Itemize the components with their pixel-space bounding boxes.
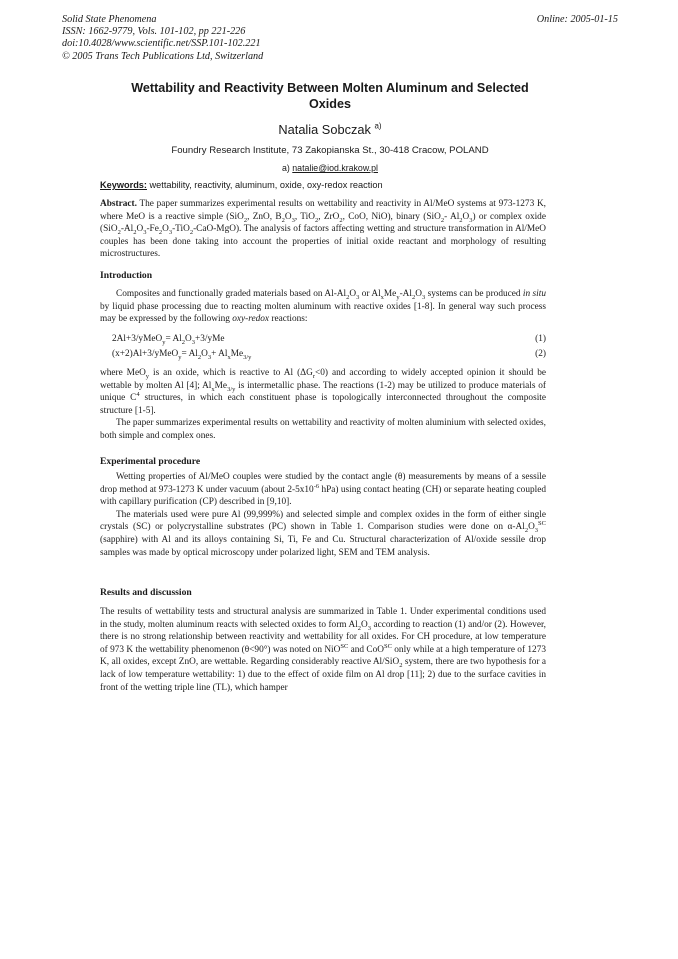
experimental-text: Wetting properties of Al/MeO couples were studied by the contact angle (θ) measurements by means of a sessile drop method at 973-1273 K under vacuum (about $2-5x10^{-6}$ hPa) using contact heating (CH) or separate heating coupled with capillary purification (CP) described in [9,10]. The materials used were pure Al (99,999%) and selected simple and complex oxides in the form of either single crystals (SC) or polycrystalline substrates (PC) shown in Table 1. Comparison studies were done on $\alpha-Al_2O_3^{SC}$ (sapphire) with Al and its alloys containing Si, Ti, Fe and Cu. Structural characterization of Al/oxide sessile drop samples was made by optical microscopy under polarized light, SEM and TEM analysis. bbox=[100, 472, 546, 558]
abstract-label: Abstract. bbox=[100, 199, 137, 209]
email-line bbox=[90, 163, 570, 173]
keywords bbox=[100, 180, 550, 190]
doi-line: doi:10.4028/www.scientific.net/SSP.101-102.221 bbox=[62, 38, 261, 50]
affiliation: Foundry Research Institute, 73 Zakopianska St., 30-418 Cracow, POLAND bbox=[171, 145, 489, 156]
paper-title: Wettability and Reactivity Between Molten Aluminum and Selected Oxides bbox=[131, 81, 529, 111]
heading-introduction: Introduction bbox=[100, 270, 153, 281]
heading-experimental: Experimental procedure bbox=[100, 456, 201, 467]
online-date: Online: 2005-01-15 bbox=[536, 14, 618, 25]
equation-1: 2Al+3/yMeO$_y$= $Al_2O_3+3$/yMe (1) bbox=[112, 334, 546, 346]
author-name: Natalia Sobczak bbox=[278, 122, 371, 137]
results-text: The results of wettability tests and structural analysis are summarized in Table 1. Under experimental conditions used in the study, molten aluminum reacts with selected oxides to form $Al_2O_3$ according to reaction (1) and/or (2). However, there is no strong relationship between reactivity and wettability for all oxides. For CH procedure, at low temperature of 973 K the wettability phenomenon (θ<90°) was noted on NiO$^{SC}$ and CoO$^{SC}$ only while at a high temperature of 1273 K, all oxides, except ZnO, are wettable. Regarding considerably reactive Al/SiO$_2$ system, there are two hypothesis for a lack of low temperature wettability: 1) due to the effect of oxide film on Al drop [11]; 2) due to the surface cavities in front of the wetting triple line (TL), which hamper bbox=[100, 607, 547, 693]
copyright-line: © 2005 Trans Tech Publications Ltd, Switzerland bbox=[62, 50, 264, 62]
abstract: Abstract. The paper summarizes experimental results on wettability and reactivity in Al/MeO systems at 973-1273 K, where MeO is a reactive simple (SiO$_2$, ZnO, $B_2O_3$, TiO$_2$, ZrO$_2$, CoO, NiO), binary (SiO$_2$- $Al_2O_3$) or complex oxide $(SiO_2-Al_2O_3-Fe_2O_3-TiO_2-CaO-MgO)$. The analysis of factors affecting wetting and structure transformation in Al/MeO couples has been done taking into account the properties of initial oxide reactant and morphology of resulting microstructures. bbox=[100, 199, 546, 260]
email-mark: a) bbox=[282, 163, 290, 173]
keywords-text: wettability, reactivity, aluminum, oxide, oxy-redox reaction bbox=[149, 180, 383, 190]
issn-line: ISSN: 1662-9779, Vols. 101-102, pp 221-226 bbox=[62, 26, 246, 38]
equation-1-number: (1) bbox=[535, 334, 546, 344]
email-link[interactable]: natalie@iod.krakow.pl bbox=[292, 163, 378, 173]
heading-results: Results and discussion bbox=[100, 587, 192, 598]
introduction-para2: where MeO$_y$ is an oxide, which is reactive to Al $(\Delta G_r<0)$ and according to widely accepted opinion it should be wettable by molten Al [4]; $Al_xMe_{3/y}$ is intermetallic phase. The reactions (1-2) may be utilized to produce materials of unique $C^4$ structures, in which each constituent phase is topologically interconnected throughout the composite structure [1-5]. The paper summarizes experimental results on wettability and reactivity of molten aluminium with selected oxides, both simple and complex ones. bbox=[100, 368, 546, 441]
page-header bbox=[62, 14, 618, 63]
equation-2-number: (2) bbox=[535, 349, 546, 359]
journal-name: Solid State Phenomena bbox=[62, 14, 157, 25]
keywords-label: Keywords: bbox=[100, 180, 147, 190]
equation-2: (x+2)Al+3/yMeO$_y$= $Al_2O_3+ Al_xMe_{3/y}$ (2) bbox=[112, 349, 546, 361]
introduction-para1: Composites and functionally graded materials based on $Al-Al_2O_3$ or $Al_xMe_y-Al_2O_3$ systems can be produced in situ by liquid phase processing due to reacting molten aluminum with reactive oxides [1-8]. In general way such process may be expressed by the following oxy-redox reactions: bbox=[100, 289, 546, 325]
author bbox=[90, 122, 570, 137]
author-mark: a) bbox=[374, 121, 382, 131]
